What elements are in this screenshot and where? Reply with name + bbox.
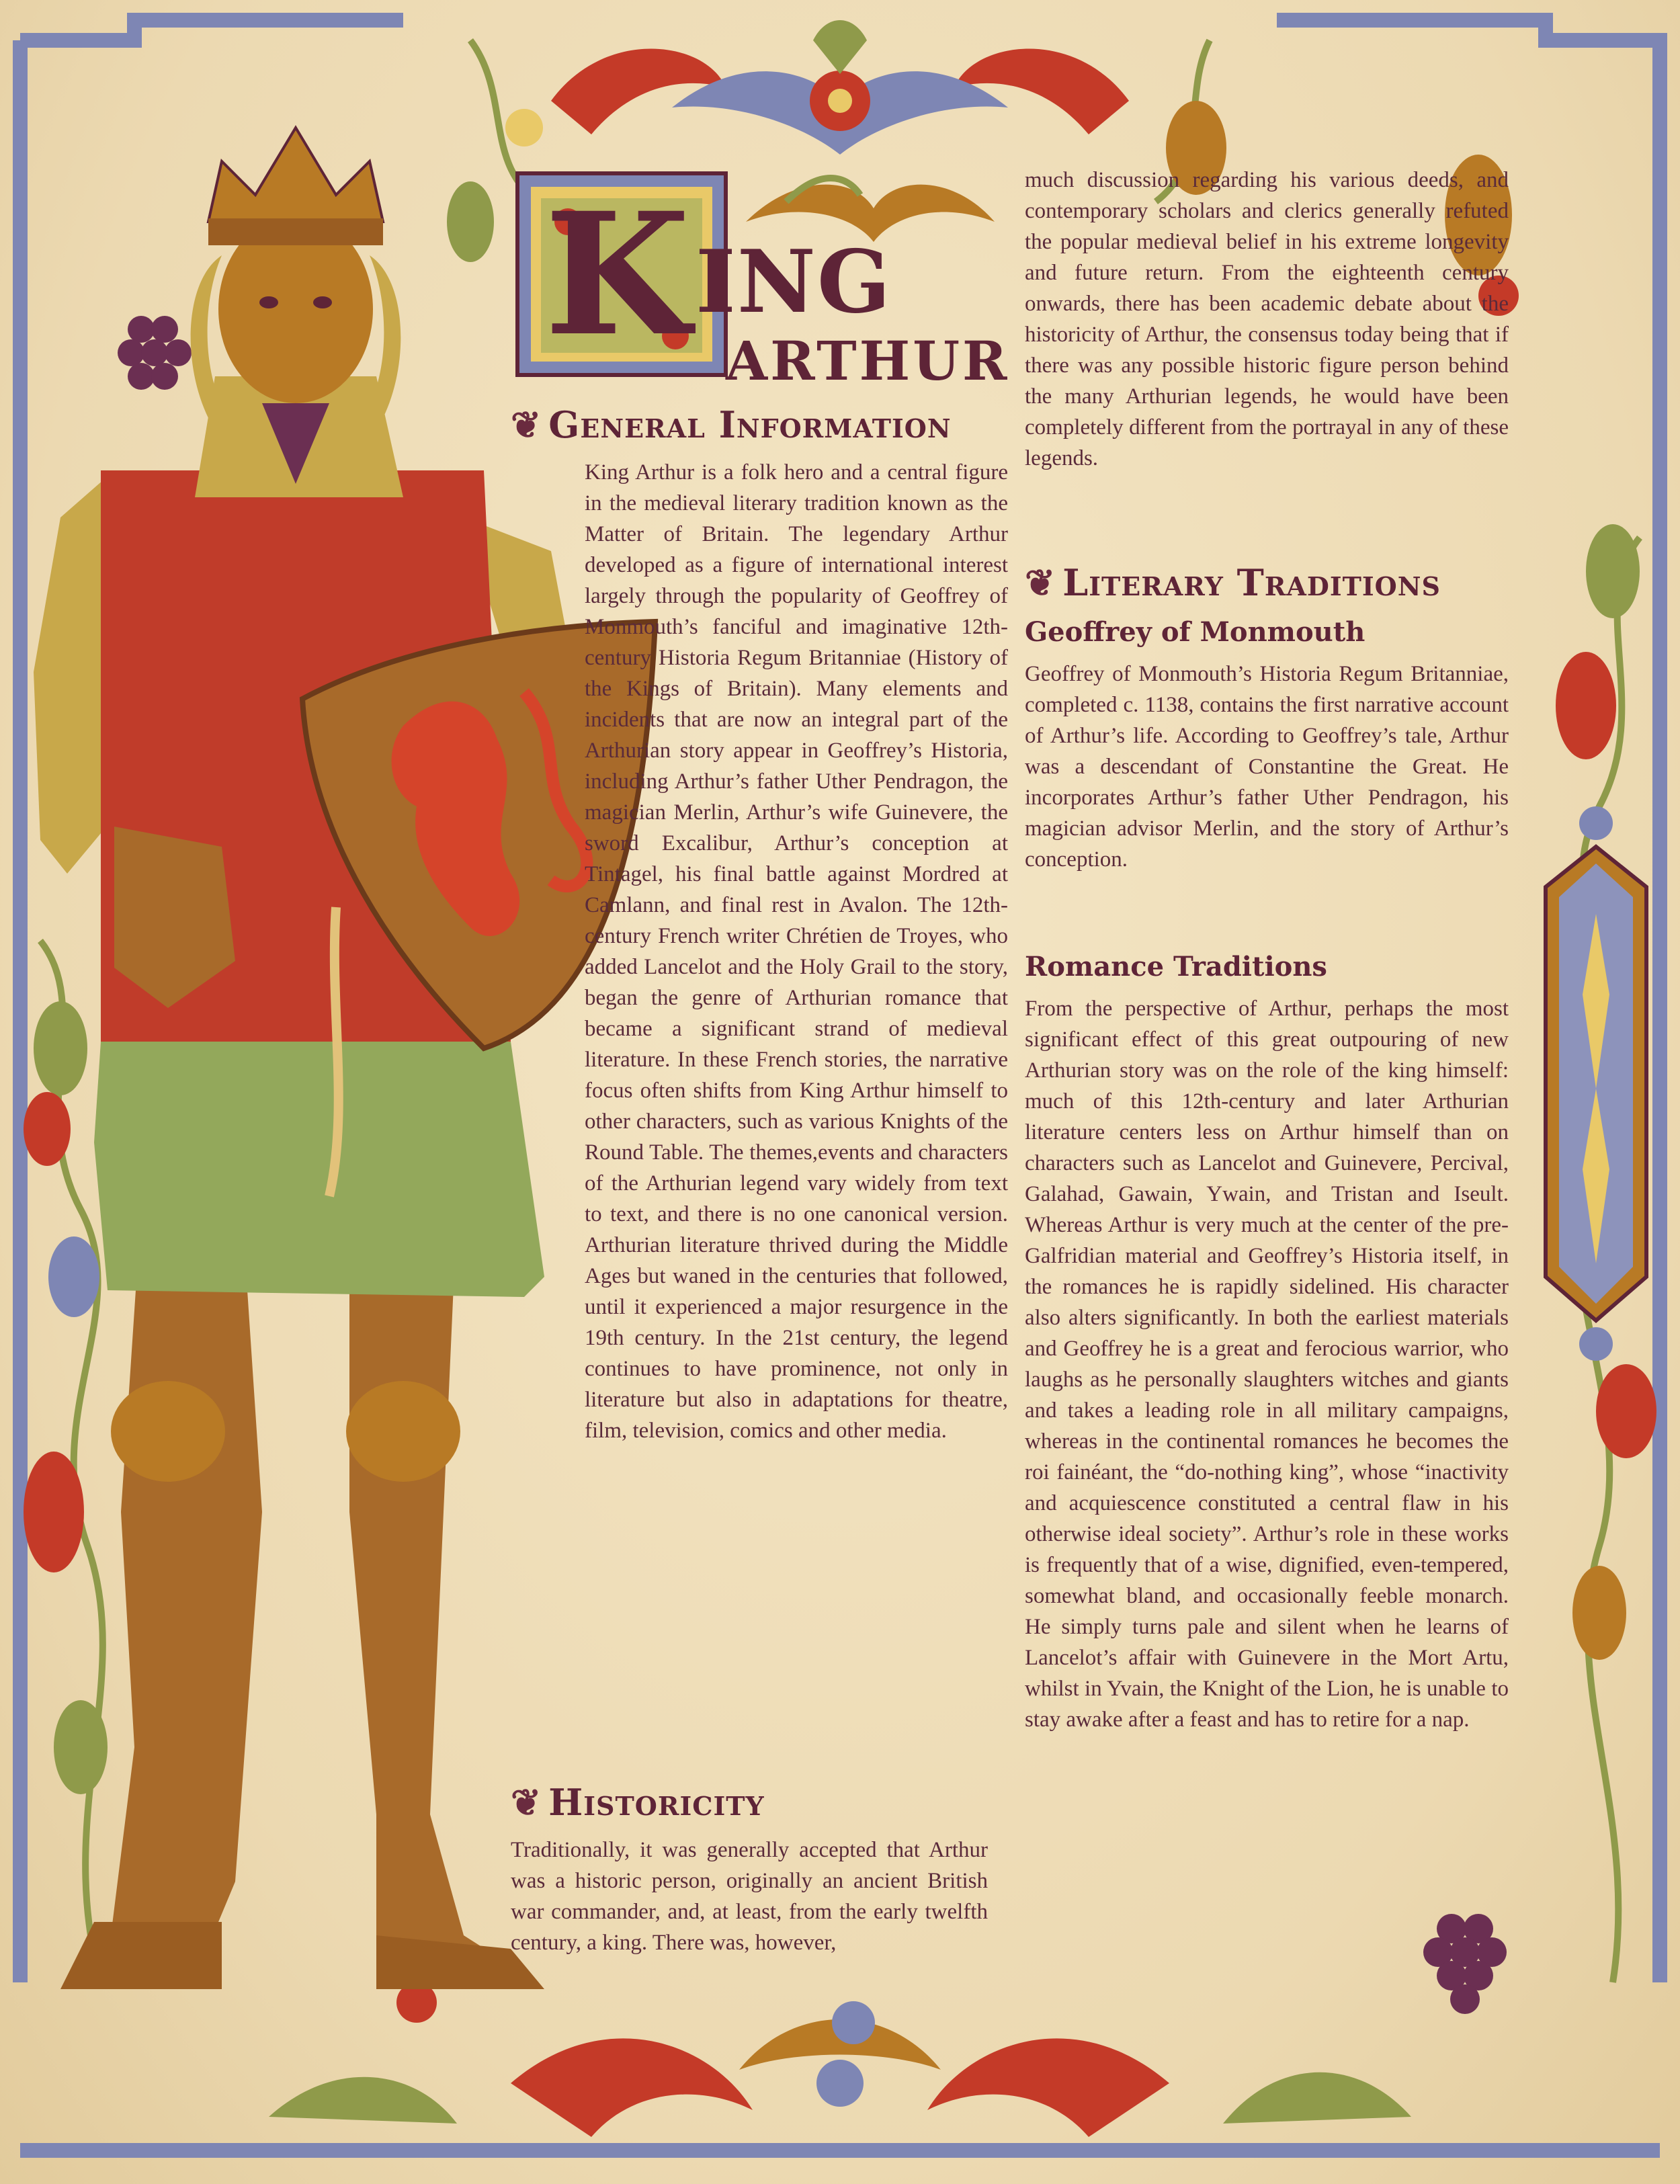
romance-text: From the perspective of Arthur, perhaps the most significant effect of this great outpouring of new Arthurian story was on the role of the king himself: much of this 12th-century and later Arthurian literature centers less on Arthur himself than on characters such as Lancelot and Guinevere, Percival, Galahad, Gawain, Ywain, and Tristan and Iseult. Whereas Arthur is very much at the center of the pre-Galfridian material and Geoffrey’s Historia itself, in the romances he is rapidly sidelined. His character also alters significantly. In both the earliest materials and Geoffrey he is a great and ferocious warrior, who laughs as he personally slaughters witches and giants and takes a leading role in all military campaigns, whereas in the continental romances he becomes the roi fainéant, the “do-nothing king”, whose “inactivity and acquiescence constituted a central flaw in his otherwise ideal society”. Arthur’s role in these works is frequently that of a wise, dignified, even-tempered, somewhat bland, and occasionally feeble monarch. He simply turns pale and silent when he learns of Lancelot’s affair with Guinevere in the Mort Artu, whilst in Yvain, the Knight of the Lion, he is unable to stay awake after a feast and has to retire for a nap. <box>1025 997 1509 1732</box>
grapes-icon <box>1423 1914 1507 2014</box>
title-initial-box <box>517 173 726 375</box>
literary-traditions-heading: ❦ Literary Traditions <box>1025 561 1441 604</box>
top-ornament <box>551 20 1129 155</box>
geoffrey-heading: Geoffrey of Monmouth <box>1025 616 1366 648</box>
title-arthur: ARTHUR <box>726 329 1010 392</box>
historicity-heading: ❦ Historicity <box>511 1781 765 1824</box>
historicity-text-start: Traditionally, it was generally accepted that Arthur was a historic person, originally an ancient British war commander, and, at least, from the early twelfth century, a king. There was, however, <box>511 1838 988 1955</box>
crown-icon <box>208 128 383 245</box>
general-information-text: King Arthur is a folk hero and a central figure in the medieval literary tradition known as the Matter of Britain. The legendary Arthur developed as a figure of international interest largely through the popularity of Geoffrey of Monmouth’s fanciful and imaginative 12th-century Historia Regum Britanniae (History of the Kings of Britain). Many elements and incidents that are now an integral part of the Arthurian story appear in Geoffrey’s Historia, including Arthur’s father Uther Pendragon, the magician Merlin, Arthur’s wife Guinevere, the sword Excalibur, Arthur’s conception at Tintagel, his final battle against Mordred at Camlann, and final rest in Avalon. The 12th-century French writer Chrétien de Troyes, who added Lancelot and the Holy Grail to the story, began the genre of Arthurian romance that became a significant strand of medieval literature. In these French stories, the narrative focus often shifts from King Arthur himself to other characters, such as various Knights of the Round Table. The themes,events and characters of the Arthurian legend vary widely from text to text, and there is no one canonical version. Arthurian literature thrived during the Middle Ages but waned in the centuries that followed, until it experienced a major resurgence in the 19th century. In the 21st century, the legend continues to have prominence, not only in literature but also in adaptations for theatre, film, television, comics and other media. <box>585 460 1008 1443</box>
right-lozenge <box>1546 806 1646 1361</box>
grapes-icon <box>118 316 192 390</box>
flourish-icon: ❦ <box>1025 561 1056 604</box>
title-king: ING <box>696 232 892 333</box>
general-information-heading: ❦ General Information <box>511 403 952 446</box>
geoffrey-text: Geoffrey of Monmouth’s Historia Regum Britanniae, completed c. 1138, contains the first narrative account of Arthur’s life. According to Geoffrey’s tale, Arthur was a descendant of Constantine the Great. He incorporates Arthur’s father Uther Pendragon, his magician advisor Merlin, and the story of Arthur’s conception. <box>1025 662 1509 872</box>
romance-heading: Romance Traditions <box>1025 951 1327 982</box>
title-initial: K <box>544 175 691 373</box>
bottom-ornament <box>269 1982 1411 2137</box>
historicity-text-continued: much discussion regarding his various deeds, and contemporary scholars and clerics generally refuted the popular medieval belief in his extreme longevity and future return. From the eighteenth century onwards, there has been academic debate about the historicity of Arthur, the consensus today being that if there was any possible historic figure person behind the many Arthurian legends, he would have been completely different from the portrayal in any of these legends. <box>1025 168 1509 470</box>
flourish-icon: ❦ <box>511 1781 542 1824</box>
flourish-icon: ❦ <box>511 403 542 446</box>
